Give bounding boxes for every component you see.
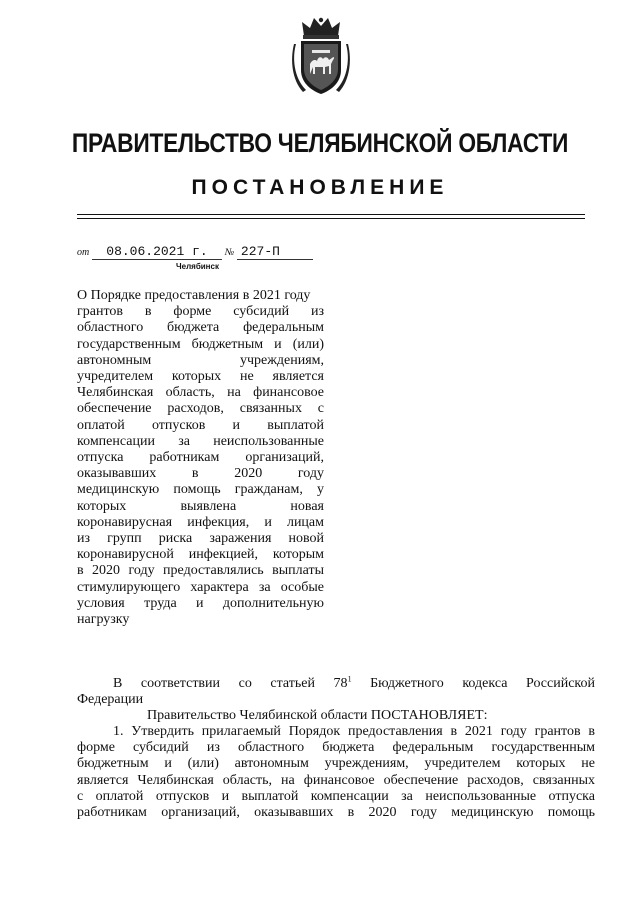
- subject-line: в 2020 году предоставлялись выплаты: [77, 563, 324, 579]
- document-type: ПОСТАНОВЛЕНИЕ: [191, 176, 449, 199]
- document-meta: [77, 245, 313, 260]
- subject-line: компенсации за неиспользованные: [77, 433, 324, 449]
- article-superscript: 1: [347, 674, 352, 684]
- preamble-text-end: Бюджетного кодекса Российской: [351, 676, 595, 691]
- header-divider: [77, 214, 585, 215]
- subject-line: медицинскую помощь гражданам, у: [77, 482, 324, 498]
- subject-line: грантов в форме субсидий из: [77, 304, 324, 320]
- subject-line: оплатой отпусков и выплатой: [77, 417, 324, 433]
- subject-line: которых выявлена новая: [77, 498, 324, 514]
- item-line: является Челябинская область, на финансовое обеспечение расходов, связанных: [77, 772, 595, 788]
- subject-line: отпуска работникам организаций,: [77, 450, 324, 466]
- document-subject: [77, 288, 324, 628]
- subject-line: государственным бюджетным и (или): [77, 336, 324, 352]
- subject-line: обеспечение расходов, связанных с: [77, 401, 324, 417]
- resolution-heading: Правительство Челябинской области ПОСТАНОВЛЯЕТ:: [147, 708, 488, 724]
- subject-line: О Порядке предоставления в 2021 году: [77, 288, 311, 303]
- subject-line: Челябинская область, на финансовое: [77, 385, 324, 401]
- document-number: 227-П: [237, 245, 313, 260]
- organization-title: ПРАВИТЕЛЬСТВО ЧЕЛЯБИНСКОЙ ОБЛАСТИ: [71, 128, 569, 158]
- subject-line: из групп риска заражения новой: [77, 531, 324, 547]
- item-line: форме субсидий из областного бюджета федеральным государственным: [77, 740, 595, 756]
- header-divider-thin: [77, 218, 585, 219]
- item-line: с оплатой отпусков и выплатой компенсации за неиспользованные отпуска: [77, 788, 595, 804]
- preamble-line: Федерации: [77, 692, 144, 708]
- date-prefix: от: [77, 247, 90, 258]
- subject-line: областного бюджета федеральным: [77, 320, 324, 336]
- item-line: 1. Утвердить прилагаемый Порядок предоставления в 2021 году грантов в: [113, 724, 595, 740]
- subject-line: стимулирующего характера за особые: [77, 579, 324, 595]
- document-body: [77, 676, 595, 821]
- chelyabinsk-oblast-coat-of-arms-icon: [290, 14, 352, 98]
- subject-line: коронавирусной инфекцией, которым: [77, 547, 324, 563]
- subject-line: оказывавших в 2020 году: [77, 466, 324, 482]
- subject-line: учредителем которых не является: [77, 369, 324, 385]
- subject-line: условия труда и дополнительную: [77, 595, 324, 611]
- subject-line: автономным учреждениям,: [77, 352, 324, 368]
- document-date: 08.06.2021 г.: [92, 245, 222, 260]
- item-line: бюджетным и (или) автономным учреждениям, учредителем которых не: [77, 756, 595, 772]
- preamble-text: В соответствии со статьей 78: [113, 676, 348, 691]
- subject-line: коронавирусная инфекция, и лицам: [77, 514, 324, 530]
- preamble-line: [77, 676, 595, 692]
- number-prefix: №: [224, 247, 235, 258]
- item-line: работникам организаций, оказывавших в 2020 году медицинскую помощь: [77, 804, 595, 820]
- city-label: Челябинск: [176, 262, 219, 271]
- subject-line: нагрузку: [77, 612, 130, 628]
